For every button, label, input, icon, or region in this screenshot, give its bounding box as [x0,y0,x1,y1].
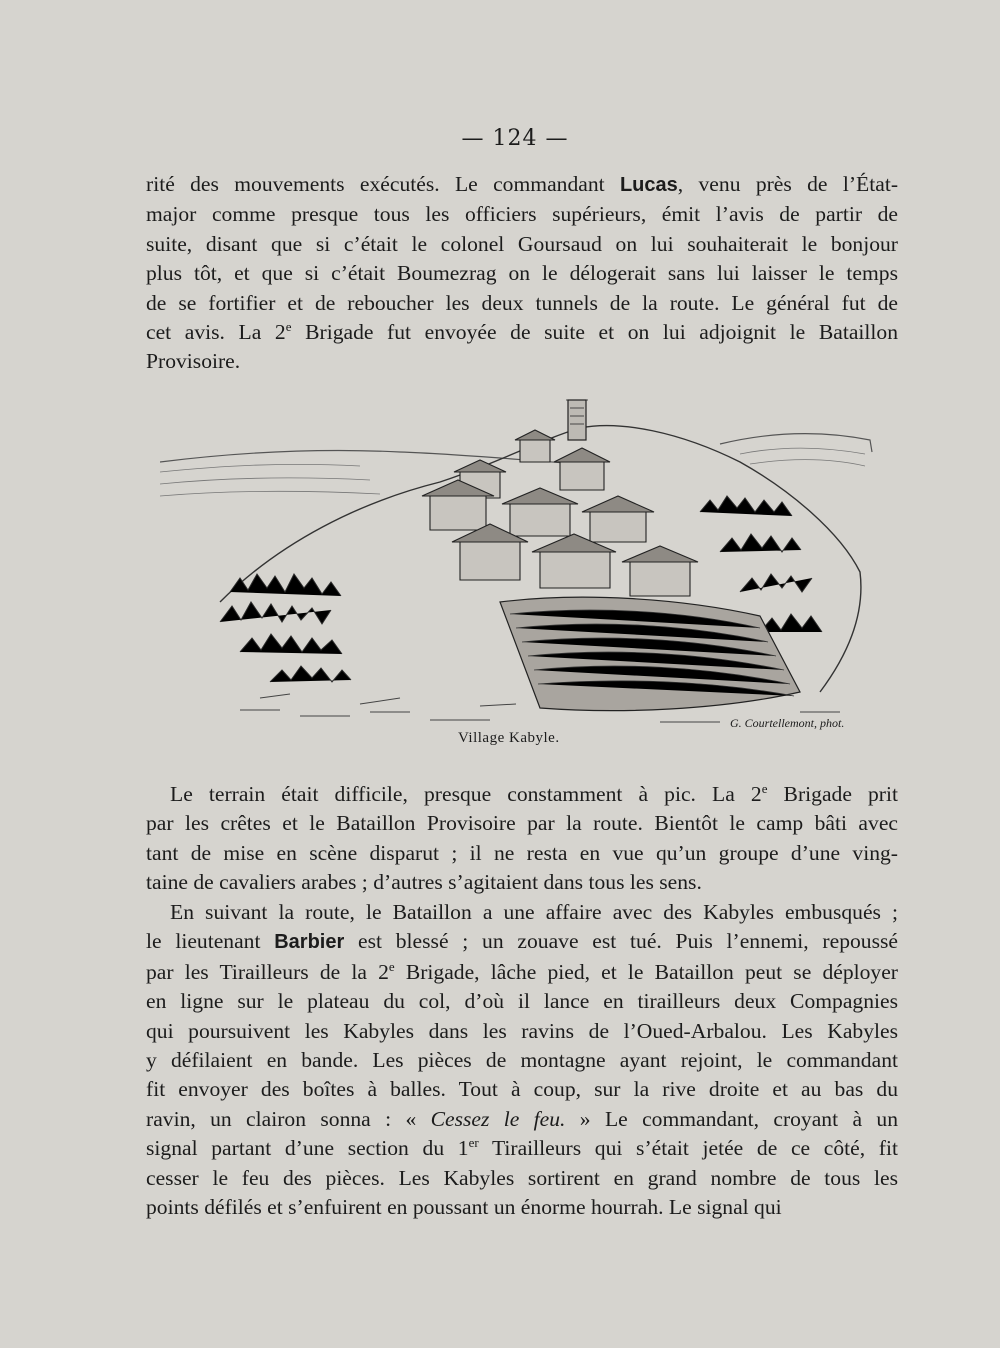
text-run: Provisoire. [146,349,241,374]
ordinal-superscript: e [761,780,768,796]
text-run: cet avis. La 2 [146,320,286,345]
illustration-caption: Village Kabyle. [458,730,560,746]
text-line [146,1193,898,1222]
text-run: Brigade fut envoyée de suite et on lui adjoignit le Bataillon [291,320,898,345]
text-line [146,780,898,809]
text-run: signal partant d’une section du 1 [146,1136,469,1161]
text-line [146,1105,898,1134]
photo-credit: G. Courtellemont, phot. [730,716,845,730]
text-run: de se fortifier et de reboucher les deux tunnels de la route. Le général fut de [146,290,898,315]
text-run: plus tôt, et que si c’était Boumezrag on le délogerait sans lui laisser le temps [146,261,898,286]
ordinal-superscript: e [388,958,395,974]
text-line [146,809,898,838]
text-line [146,230,898,259]
text-line [146,170,898,200]
text-run: en ligne sur le plateau du col, d’où il lance en tirailleurs deux Compagnies [146,989,898,1014]
text-run: le lieutenant [146,929,275,954]
paragraph-1 [146,170,898,377]
ordinal-superscript: e [285,318,292,334]
text-run: tant de mise en scène disparut ; il ne resta en vue qu’un groupe d’une ving- [146,840,898,865]
text-run: , venu près de l’État- [677,172,899,196]
text-line [146,347,898,376]
paragraph-3 [146,898,898,1222]
text-run: Le terrain était difficile, presque constamment à pic. La 2 [170,782,762,806]
text-run: fit envoyer des boîtes à balles. Tout à coup, sur la rive droite et au bas du [146,1077,898,1102]
text-line [146,1075,898,1104]
text-run: major comme presque tous les officiers supérieurs, émit l’avis de partir de [146,202,898,227]
person-name: Barbier [274,931,345,954]
quoted-command: Cessez le feu. [430,1106,566,1131]
text-line [146,1134,898,1163]
ordinal-superscript: er [468,1135,479,1151]
text-line [146,868,898,897]
text-line [146,1164,898,1193]
text-run: par les crêtes et le Bataillon Provisoire par la route. Bientôt le camp bâti avec [146,811,898,836]
village-kabyle-engraving [160,392,880,728]
text-run: suite, disant que si c’était le colonel Goursaud on lui souhaiterait le bonjour [146,231,898,256]
text-run: y défilaient en bande. Les pièces de montagne ayant rejoint, le commandant [146,1048,898,1073]
text-run: Tirailleurs qui s’était jetée de ce côté, fit [478,1136,898,1161]
text-run: ravin, un clairon sonna : « [146,1106,431,1131]
text-line [146,200,898,229]
text-line [146,289,898,318]
person-name: Lucas [619,174,678,196]
text-run: par les Tirailleurs de la 2 [146,959,389,984]
text-run: qui poursuivent les Kabyles dans les ravins de l’Oued-Arbalou. Les Kabyles [146,1018,898,1043]
text-line [146,898,898,927]
text-run: points défilés et s’enfuirent en poussant un énorme hourrah. Le signal qui [146,1195,782,1220]
text-run: Brigade prit [767,782,898,806]
text-line [146,927,898,957]
paragraph-2 [146,780,898,898]
text-run: cesser le feu des pièces. Les Kabyles sortirent en grand nombre de tous les [146,1165,898,1190]
text-run: rité des mouvements exécutés. Le commandant [146,172,620,196]
page-number: — 124 — [461,126,569,151]
text-line [146,259,898,288]
text-line [146,318,898,347]
text-run: Brigade, lâche pied, et le Bataillon peut se déployer [394,959,898,984]
text-run: En suivant la route, le Bataillon a une affaire avec des Kabyles embusqués ; [170,900,898,924]
text-run: » Le commandant, croyant à un [565,1106,898,1131]
text-line [146,987,898,1016]
text-line [146,1017,898,1046]
text-line [146,839,898,868]
text-run: est blessé ; un zouave est tué. Puis l’ennemi, repoussé [344,929,898,954]
text-line [146,1046,898,1075]
text-line [146,958,898,987]
text-run: taine de cavaliers arabes ; d’autres s’agitaient dans tous les sens. [146,870,702,895]
